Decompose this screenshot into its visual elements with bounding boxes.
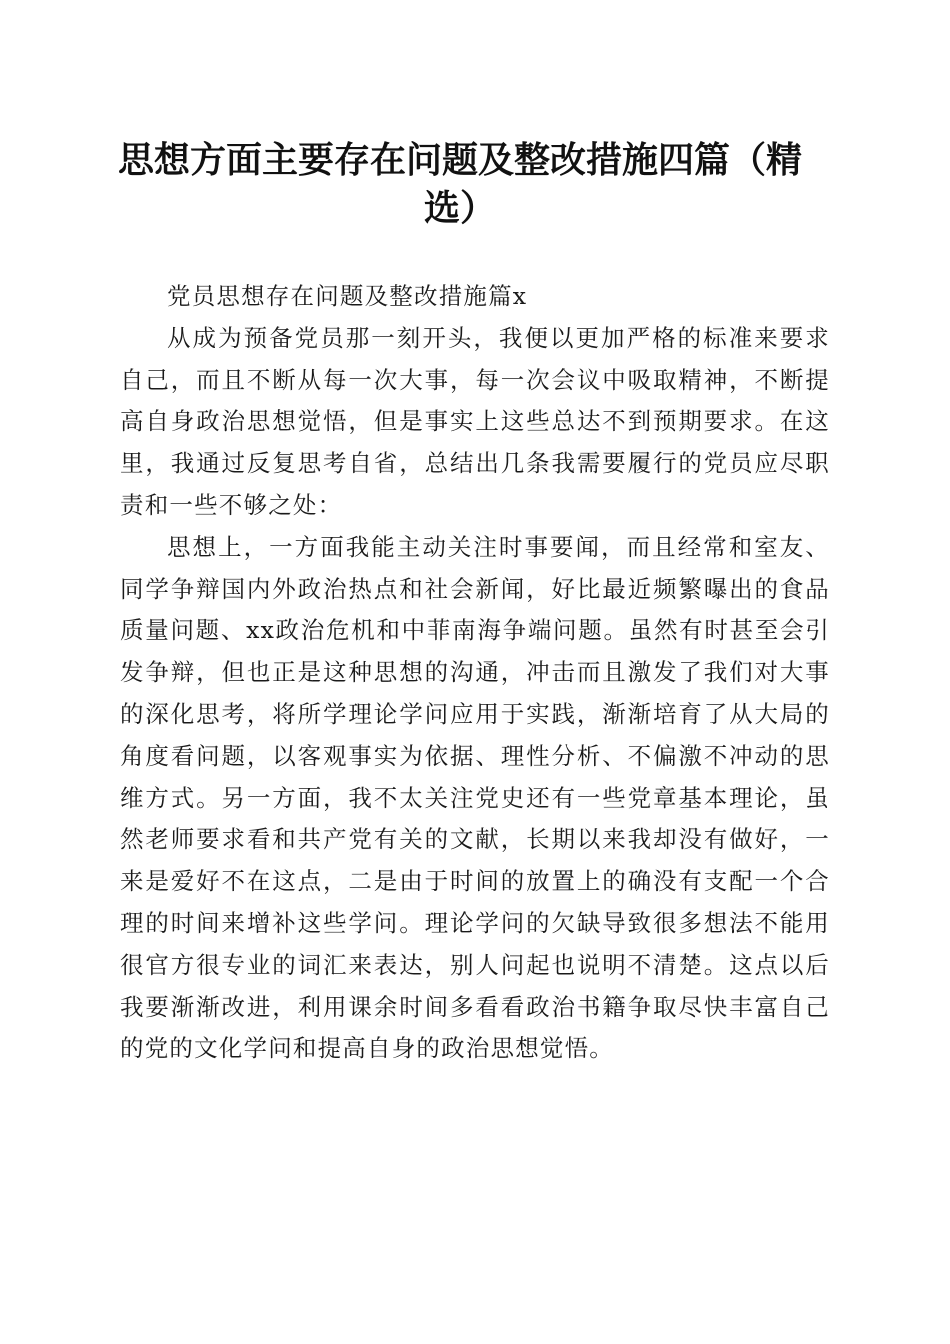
paragraph: 思想上，一方面我能主动关注时事要闻，而且经常和室友、同学争辩国内外政治热点和社会新闻，好比最近频繁曝出的食品质量问题、xx政治危机和中菲南海争端问题。虽然有时甚至会引发争辩，但也正是这种思想的沟通，冲击而且激发了我们对大事的深化思考，将所学理论学问应用于实践，渐渐培育了从大局的角度看问题，以客观事实为依据、理性分析、不偏激不冲动的思维方式。另一方面，我不太关注党史还有一些党章基本理论，虽然老师要求看和共产党有关的文献，长期以来我却没有做好，一来是爱好不在这点，二是由于时间的放置上的确没有支配一个合理的时间来增补这些学问。理论学问的欠缺导致很多想法不能用很官方很专业的词汇来表达，别人问起也说明不清楚。这点以后我要渐渐改进，利用课余时间多看看政治书籍争取尽快丰富自己的党的文化学问和提高自身的政治思想觉悟。 (120, 532, 830, 1063)
document-body (120, 276, 830, 1070)
paragraph: 从成为预备党员那一刻开头，我便以更加严格的标准来要求自己，而且不断从每一次大事，每一次会议中吸取精神，不断提高自身政治思想觉悟，但是事实上这些总达不到预期要求。在这里，我通过反复思考自省，总结出几条我需要履行的党员应尽职责和一些不够之处： (120, 323, 830, 519)
document-title: 思想方面主要存在问题及整改措施四篇（精选） (117, 139, 802, 229)
section-heading: 党员思想存在问题及整改措施篇x (167, 282, 528, 310)
